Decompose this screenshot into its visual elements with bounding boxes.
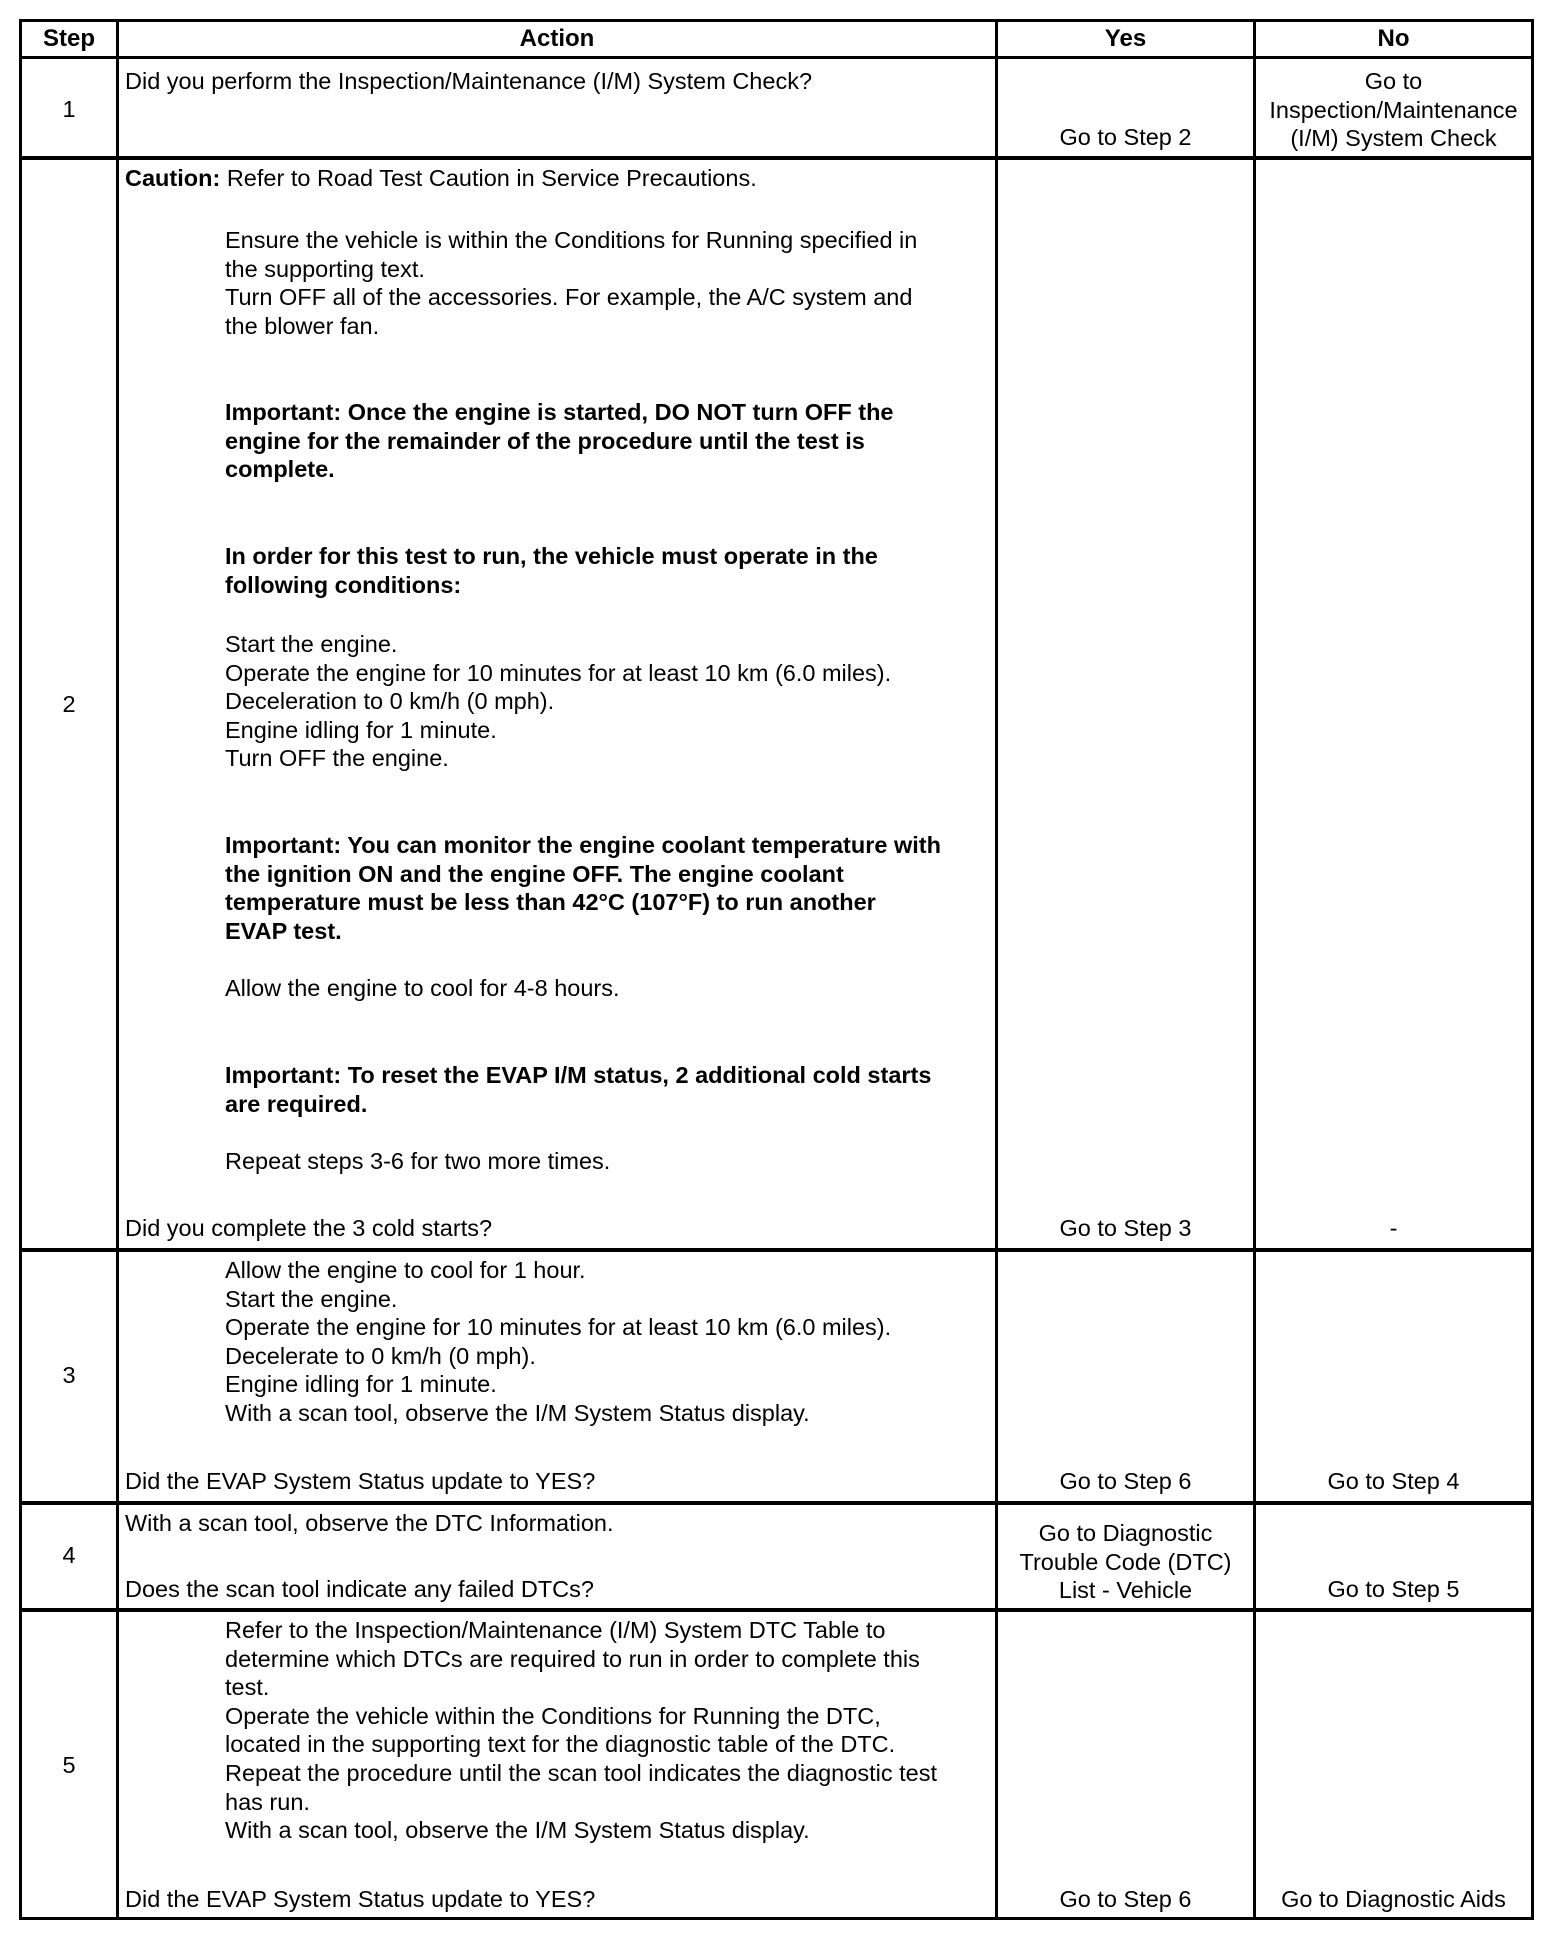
step-number: 4 (62, 1542, 76, 1568)
yes-link[interactable]: Go to Step 6 (1059, 1886, 1192, 1912)
important-note: Important: To reset the EVAP I/M status, 2 additional cold starts are required. (225, 1062, 932, 1117)
important-note: In order for this test to run, the vehicle must operate in the following conditions: (225, 543, 878, 598)
action-question: Does the scan tool indicate any failed DTCs? (125, 1576, 594, 1602)
row-divider (19, 56, 1534, 59)
header-action: Action (519, 25, 595, 52)
instruction-list: Allow the engine to cool for 4-8 hours. (225, 975, 620, 1001)
header-yes: Yes (1104, 25, 1147, 52)
instruction-list: Start the engine. Operate the engine for 10 minutes for at least 10 km (6.0 miles). Deceleration to 0 km/h (0 mph). Engine idling for 1 minute. Turn OFF the engine. (225, 631, 892, 772)
action-question: Did you complete the 3 cold starts? (125, 1215, 493, 1241)
yes-link[interactable]: Go to Step 6 (1059, 1468, 1192, 1494)
row-divider (19, 156, 1534, 160)
yes-link[interactable]: Go to Step 3 (1059, 1215, 1192, 1241)
no-link[interactable]: Go to Inspection/Maintenance (I/M) System Check (1269, 68, 1518, 152)
no-link[interactable]: Go to Step 4 (1327, 1468, 1460, 1494)
row-divider (19, 1608, 1534, 1612)
action-question: Did you perform the Inspection/Maintenance (I/M) System Check? (125, 68, 813, 94)
instruction-list: Allow the engine to cool for 1 hour. Start the engine. Operate the engine for 10 minutes for at least 10 km (6.0 miles). Decelerate to 0 km/h (0 mph). Engine idling for 1 minute. With a scan tool, observe the I/M System Status display. (225, 1257, 892, 1426)
step-number: 5 (62, 1752, 76, 1778)
header-no: No (1377, 25, 1410, 52)
instruction-list: Repeat steps 3-6 for two more times. (225, 1148, 611, 1174)
yes-link[interactable]: Go to Diagnostic Trouble Code (DTC) List - Vehicle (1019, 1520, 1232, 1604)
yes-link[interactable]: Go to Step 2 (1059, 124, 1192, 150)
header-step: Step (42, 25, 95, 52)
no-value: - (1389, 1215, 1398, 1241)
action-question: Did the EVAP System Status update to YES? (125, 1886, 596, 1912)
column-divider (1253, 19, 1256, 1920)
step-number: 3 (62, 1362, 76, 1388)
caution-line: Caution: Refer to Road Test Caution in Service Precautions. (125, 165, 757, 191)
no-link[interactable]: Go to Diagnostic Aids (1281, 1886, 1506, 1912)
no-link[interactable]: Go to Step 5 (1327, 1576, 1460, 1602)
action-question: Did the EVAP System Status update to YES? (125, 1468, 596, 1494)
row-divider (19, 1248, 1534, 1252)
column-divider (116, 19, 119, 1920)
instruction-list: Refer to the Inspection/Maintenance (I/M) System DTC Table to determine which DTCs are required to run in order to complete this test. Operate the vehicle within the Conditions for Running the DTC, located in the supporting text for the diagnostic table of the DTC. Repeat the procedure until the scan tool indicates the diagnostic test has run. With a scan tool, observe the I/M System Status display. (225, 1617, 937, 1844)
important-note: Important: Once the engine is started, DO NOT turn OFF the engine for the remainder of the procedure until the test is complete. (225, 399, 894, 483)
step-number: 2 (62, 691, 76, 717)
action-text: With a scan tool, observe the DTC Information. (125, 1510, 614, 1536)
column-divider (995, 19, 998, 1920)
important-note: Important: You can monitor the engine coolant temperature with the ignition ON and the engine OFF. The engine coolant temperature must be less than 42°C (107°F) to run another EVAP test. (225, 832, 941, 944)
row-divider (19, 1501, 1534, 1505)
instruction-list: Ensure the vehicle is within the Conditions for Running specified in the supporting text. Turn OFF all of the accessories. For example, the A/C system and the blower fan. (225, 227, 918, 339)
step-number: 1 (62, 96, 76, 122)
